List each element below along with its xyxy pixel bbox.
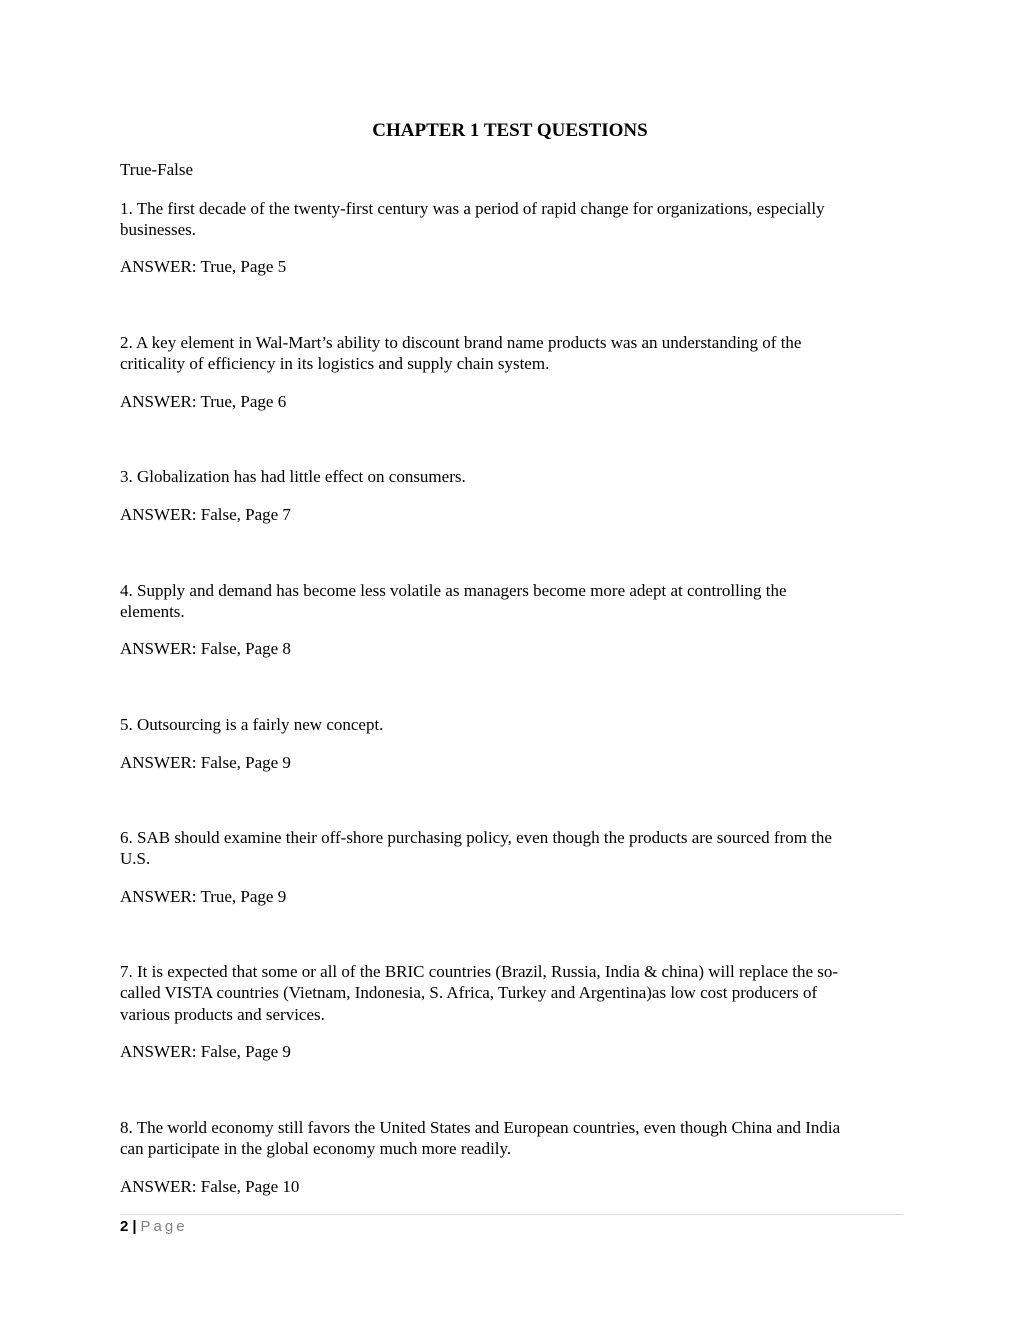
- footer-separator: |: [132, 1218, 137, 1235]
- question-1-line-1: 1. The first decade of the twenty-first century was a period of rapid change for organizations, especially: [120, 199, 825, 218]
- answer-4: ANSWER: False, Page 8: [120, 639, 291, 658]
- answer-8: ANSWER: False, Page 10: [120, 1177, 300, 1196]
- page-label: Page: [140, 1218, 188, 1235]
- question-6-line-1: 6. SAB should examine their off-shore purchasing policy, even though the products are sourced from the: [120, 828, 832, 847]
- question-3-line-1: 3. Globalization has had little effect on consumers.: [120, 467, 466, 486]
- section-heading: True-False: [120, 160, 194, 179]
- question-4-line-1: 4. Supply and demand has become less volatile as managers become more adept at controlling the: [120, 581, 787, 600]
- answer-5: ANSWER: False, Page 9: [120, 753, 291, 772]
- answer-7: ANSWER: False, Page 9: [120, 1042, 291, 1061]
- question-2-line-2: criticality of efficiency in its logistics and supply chain system.: [120, 354, 550, 373]
- page-number: 2: [120, 1218, 129, 1235]
- page-footer: [120, 1217, 188, 1237]
- question-8-line-1: 8. The world economy still favors the United States and European countries, even though China and India: [120, 1118, 841, 1137]
- question-2-line-1: 2. A key element in Wal-Mart’s ability to discount brand name products was an understanding of the: [120, 333, 802, 352]
- question-5-line-1: 5. Outsourcing is a fairly new concept.: [120, 715, 384, 734]
- answer-1: ANSWER: True, Page 5: [120, 257, 287, 276]
- question-7-line-2: called VISTA countries (Vietnam, Indonesia, S. Africa, Turkey and Argentina)as low cost producers of: [120, 983, 818, 1002]
- question-8-line-2: can participate in the global economy much more readily.: [120, 1139, 512, 1158]
- answer-2: ANSWER: True, Page 6: [120, 392, 287, 411]
- question-7-line-1: 7. It is expected that some or all of the BRIC countries (Brazil, Russia, India & china) will replace the so-: [120, 962, 839, 981]
- question-7-line-3: various products and services.: [120, 1005, 325, 1024]
- question-4-line-2: elements.: [120, 602, 185, 621]
- question-6-line-2: U.S.: [120, 849, 151, 868]
- answer-6: ANSWER: True, Page 9: [120, 887, 287, 906]
- question-1-line-2: businesses.: [120, 220, 197, 239]
- page-title: CHAPTER 1 TEST QUESTIONS: [372, 120, 648, 141]
- footer-divider: [120, 1214, 903, 1215]
- answer-3: ANSWER: False, Page 7: [120, 505, 291, 524]
